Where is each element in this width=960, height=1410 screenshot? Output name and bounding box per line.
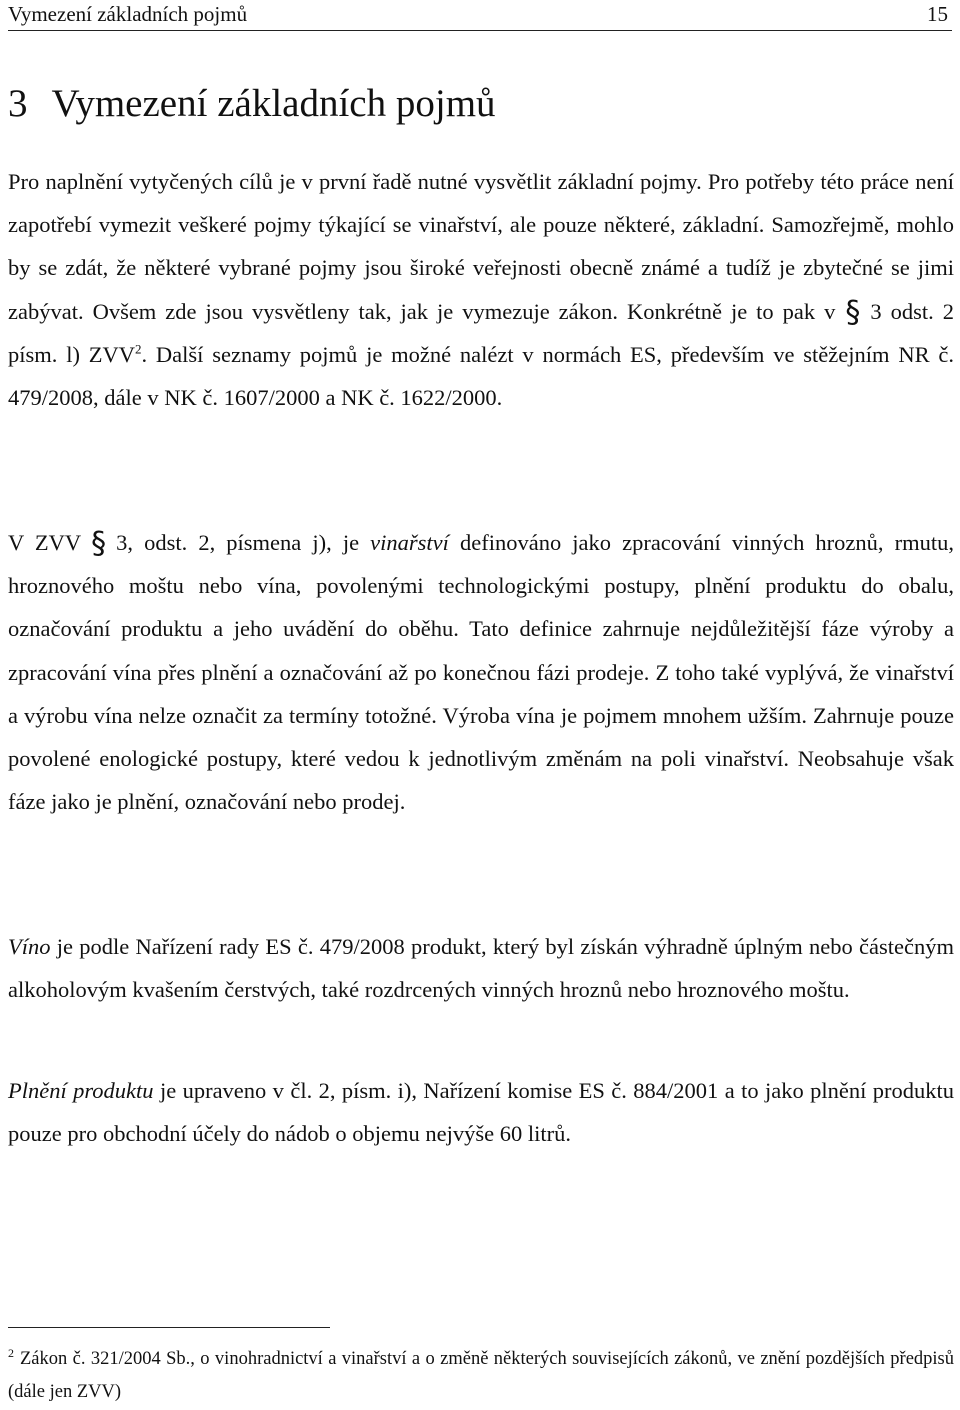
paragraph-intro-text-b: 3 odst. 2 písm. l) ZVV — [8, 298, 954, 367]
paragraph-plneni-text: je upraveno v čl. 2, písm. i), Nařízení komise ES č. 884/2001 a to jako plnění produktu pouze pro obchodní účely do nádob o objemu nejvýše 60 litrů. — [8, 1078, 954, 1147]
section-sign: § — [845, 294, 861, 330]
page-number: 15 — [927, 2, 948, 26]
chapter-title: Vymezení základních pojmů — [51, 82, 496, 125]
paragraph-plneni — [8, 1069, 954, 1155]
footnote — [8, 1343, 954, 1409]
paragraph-vinarstvi — [8, 521, 954, 823]
term-vino: Víno — [8, 934, 51, 959]
paragraph-vino — [8, 925, 954, 1011]
paragraph-intro-text-c: . Další seznamy pojmů je možné nalézt v normách ES, především ve stěžejním NR č. 479/2008, dále v NK č. 1607/2000 a NK č. 1622/2000. — [8, 341, 954, 411]
paragraph-vino-text: je podle Nařízení rady ES č. 479/2008 produkt, který byl získán výhradně úplným nebo částečným alkoholovým kvašením čerstvých, také rozdrcených vinných hroznů nebo hroznového moštu. — [8, 934, 954, 1003]
running-header-title: Vymezení základních pojmů — [8, 2, 248, 26]
term-vinarstvi: vinařství — [370, 530, 449, 555]
chapter-number: 3 — [8, 82, 28, 125]
paragraph-vinarstvi-text-b: 3, odst. 2, písmena j), je — [116, 530, 371, 555]
term-plneni-produktu: Plnění produktu — [8, 1078, 154, 1103]
chapter-heading — [8, 78, 496, 130]
footnote-divider — [8, 1327, 330, 1328]
section-sign: § — [91, 526, 107, 561]
paragraph-vinarstvi-text-c: definováno jako zpracování vinných hroznů, rmutu, hroznového moštu nebo vína, povolenými technologickými postupy, plnění produktu do obalu, označování produktu a jeho uvádění do oběhu. Tato definice zahrnuje nejdůležitější fáze výroby a zpracování vína přes plnění a označování až po konečnou fázi prodeje. Z toho také vyplývá, že vinařství a výrobu vína nelze označit za termíny totožné. Výroba vína je pojmem mnohem užším. Zahrnuje pouze povolené enologické postupy, které vedou k jednotlivým změnám na poli vinařství. Neobsahuje však fáze jako je plnění, označování nebo prodej. — [8, 530, 954, 815]
paragraph-intro — [8, 160, 954, 419]
paragraph-intro-text-a: Pro naplnění vytyčených cílů je v první řadě nutné vysvětlit základní pojmy. Pro potřeby této práce není zapotřebí vymezit veškeré pojmy týkající se vinařství, ale pouze některé, základní. Samozřejmě, mohlo by se zdát, že některé vybrané pojmy jsou široké veřejnosti obecně známé a tudíž je zbytečné se jimi zabývat. Ovšem zde jsou vysvětleny tak, jak je vymezuje zákon. Konkrétně je to pak v — [8, 169, 954, 324]
footnote-reference: 2 — [135, 341, 142, 357]
footnote-number: 2 — [8, 1345, 14, 1360]
running-header — [8, 0, 952, 31]
paragraph-vinarstvi-text-a: V ZVV — [8, 530, 82, 555]
footnote-text: Zákon č. 321/2004 Sb., o vinohradnictví a vinařství a o změně některých souvisejících zákonů, ve znění pozdějších předpisů (dále jen ZVV) — [8, 1349, 954, 1402]
